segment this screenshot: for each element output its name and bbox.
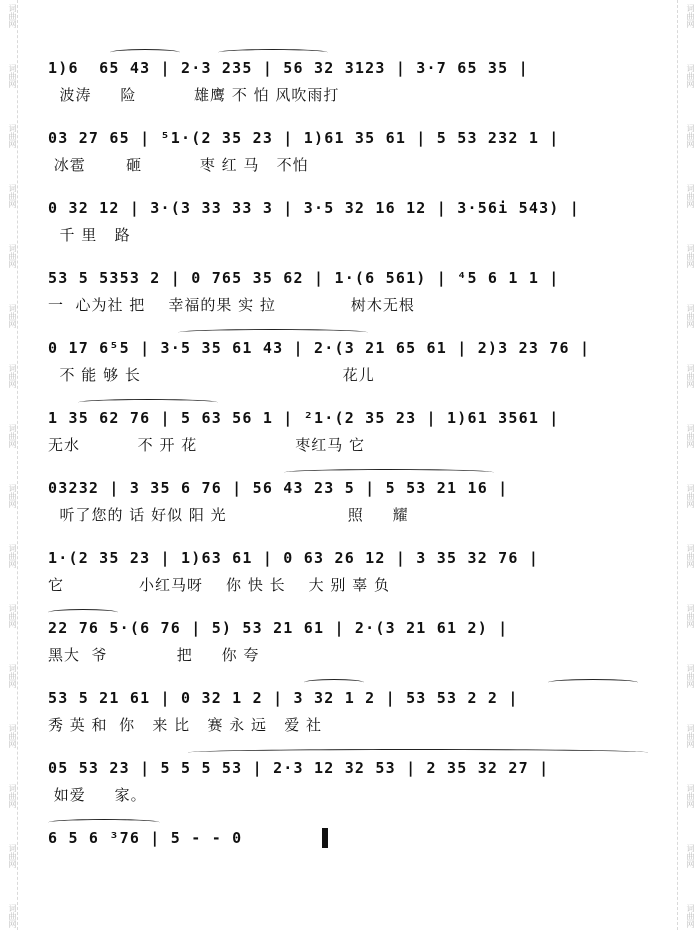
score-system-2 [48,128,654,188]
score-system-1 [48,58,654,118]
slur-mark [110,49,180,56]
watermark-text: 词曲网 [686,904,695,928]
final-barline [322,828,328,848]
watermark-text: 词曲网 [686,484,695,508]
slur-mark [48,609,118,616]
lyrics-line: 秀 英 和 你 来 比 赛 永 远 爱 社 [48,716,323,734]
lyrics-line: 黑大 爷 把 你 夸 [48,646,260,664]
lyrics-line: 冰雹 砸 枣 红 马 不怕 [48,156,309,174]
watermark-text: 词曲网 [686,544,695,568]
watermark-text: 词曲网 [686,724,695,748]
watermark-text: 词曲网 [8,484,17,508]
score-system-5 [48,338,654,398]
slur-mark [178,329,368,336]
watermark-text: 词曲网 [8,424,17,448]
watermark-text: 词曲网 [8,184,17,208]
numbered-notation-line: 03 27 65 | ⁵1·(2 35 23 | 1)61 35 61 | 5 53 232 1 | [48,129,560,147]
lyrics-line: 如爱 家。 [48,786,147,804]
score-system-3 [48,198,654,258]
watermark-text: 词曲网 [8,64,17,88]
watermark-text: 词曲网 [8,4,17,28]
lyrics-line: 波涛 险 雄鹰 不 怕 风吹雨打 [48,86,340,104]
watermark-text: 词曲网 [686,304,695,328]
numbered-notation-line: 6 5 6 ³76 | 5 - - 0 [48,829,253,847]
slur-mark [78,399,218,406]
slur-mark [304,679,364,686]
watermark-text: 词曲网 [8,364,17,388]
lyrics-line: 无水 不 开 花 枣红马 它 [48,436,366,454]
watermark-text: 词曲网 [8,664,17,688]
numbered-notation-line: 05 53 23 | 5 5 5 53 | 2·3 12 32 53 | 2 35 32 27 | [48,759,550,777]
watermark-text: 词曲网 [8,784,17,808]
watermark-text: 词曲网 [8,844,17,868]
slur-mark [48,819,160,826]
numbered-notation-line: 1·(2 35 23 | 1)63 61 | 0 63 26 12 | 3 35 32 76 | [48,549,540,567]
numbered-notation-line: 0 32 12 | 3·(3 33 33 3 | 3·5 32 16 12 | 3·56i 543) | [48,199,580,217]
watermark-text: 词曲网 [8,124,17,148]
watermark-text: 词曲网 [8,244,17,268]
watermark-text: 词曲网 [8,544,17,568]
score-system-12 [48,828,654,888]
score-system-4 [48,268,654,328]
slur-mark [548,679,638,686]
numbered-notation-line: 1)6 65 43 | 2·3 235 | 56 32 3123 | 3·7 65 35 | [48,59,529,77]
right-watermark-strip [677,0,695,930]
watermark-text: 词曲网 [686,124,695,148]
score-system-9 [48,618,654,678]
watermark-text: 词曲网 [686,844,695,868]
watermark-text: 词曲网 [686,4,695,28]
lyrics-line: 不 能 够 长 花儿 [48,366,375,384]
watermark-text: 词曲网 [8,604,17,628]
watermark-text: 词曲网 [686,604,695,628]
watermark-text: 词曲网 [686,664,695,688]
watermark-text: 词曲网 [686,784,695,808]
lyrics-line: 千 里 路 [48,226,131,244]
numbered-notation-line: 1 35 62 76 | 5 63 56 1 | ²1·(2 35 23 | 1)61 3561 | [48,409,560,427]
score-system-6 [48,408,654,468]
lyrics-line: 一 心为社 把 幸福的果 实 拉 树木无根 [48,296,415,314]
numbered-notation-line: 0 17 6⁵5 | 3·5 35 61 43 | 2·(3 21 65 61 | 2)3 23 76 | [48,339,591,357]
watermark-text: 词曲网 [8,304,17,328]
slur-mark [218,49,328,56]
score-system-10 [48,688,654,748]
numbered-notation-line: 53 5 21 61 | 0 32 1 2 | 3 32 1 2 | 53 53 2 2 | [48,689,519,707]
watermark-text: 词曲网 [686,424,695,448]
watermark-text: 词曲网 [8,724,17,748]
score-system-7 [48,478,654,538]
watermark-text: 词曲网 [686,64,695,88]
watermark-text: 词曲网 [686,364,695,388]
lyrics-line: 听了您的 话 好似 阳 光 照 耀 [48,506,409,524]
numbered-notation-line: 53 5 5353 2 | 0 765 35 62 | 1·(6 561) | ⁴5 6 1 1 | [48,269,560,287]
slur-mark [284,469,494,476]
numbered-notation-line: 22 76 5·(6 76 | 5) 53 21 61 | 2·(3 21 61 2) | [48,619,509,637]
watermark-text: 词曲网 [686,244,695,268]
score-system-11 [48,758,654,818]
lyrics-line: 它 小红马呀 你 快 长 大 别 辜 负 [48,576,390,594]
numbered-notation-line: 03232 | 3 35 6 76 | 56 43 23 5 | 5 53 21 16 | [48,479,509,497]
watermark-text: 词曲网 [686,184,695,208]
left-watermark-strip [0,0,18,930]
score-system-8 [48,548,654,608]
watermark-text: 词曲网 [8,904,17,928]
slur-mark [188,749,648,756]
